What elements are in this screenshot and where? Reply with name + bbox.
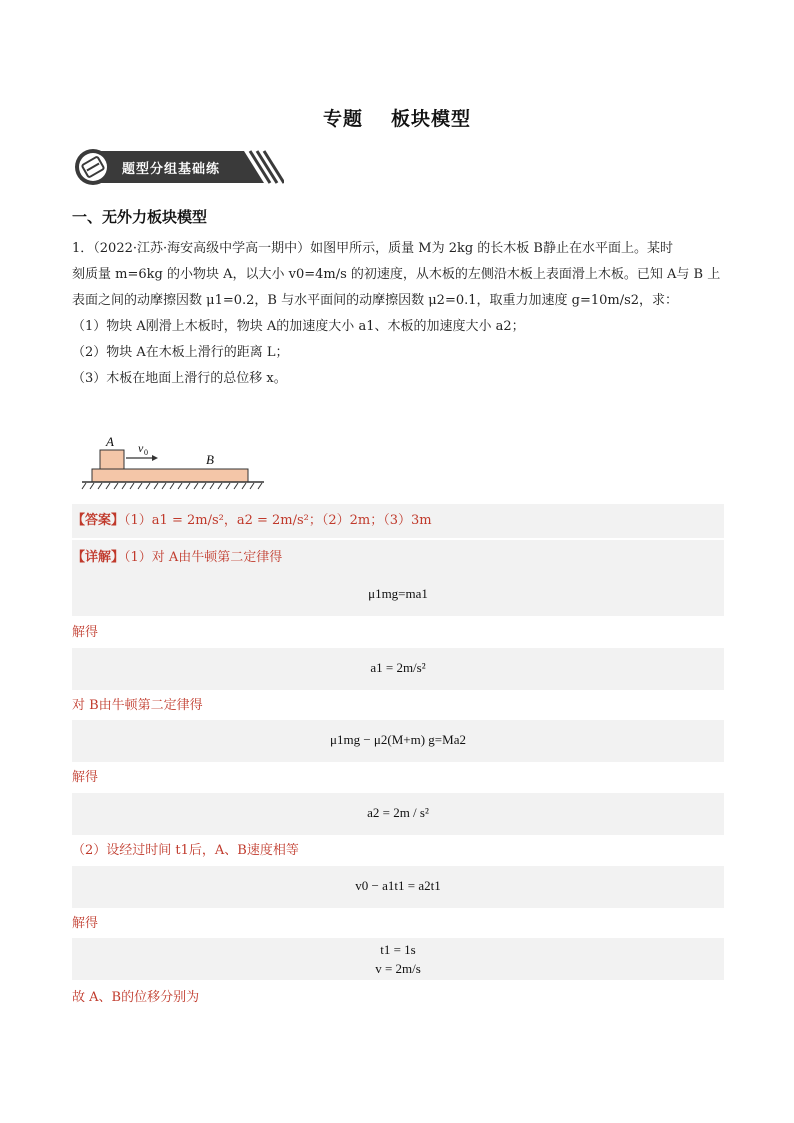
label-v: v <box>138 441 144 455</box>
problem-line-1: 1．（2022·江苏·海安高级中学高一期中）如图甲所示，质量 M为 2kg 的长木板 B静止在水平面上。某时 <box>72 241 673 256</box>
question-3: （3）木板在地面上滑行的总位移 x。 <box>72 371 287 386</box>
block-a <box>100 450 124 469</box>
solve-label-3: 解得 <box>72 916 99 931</box>
ground-hatch <box>82 483 262 489</box>
board-b <box>92 469 248 482</box>
formula-5: v0 − a1t1 = a2t1 <box>355 878 441 893</box>
problem-line-2: 刻质量 m=6kg 的小物块 A，以大小 v0=4m/s 的初速度，从木板的左侧沿木板上表面滑上木板。已知 A与 B 上 <box>72 267 721 282</box>
formula-6b: v = 2m/s <box>375 961 421 976</box>
label-b: B <box>206 452 214 467</box>
displacement-text: 故 A、B的位移分别为 <box>72 990 200 1005</box>
solve-label-1: 解得 <box>72 625 99 640</box>
answer-label: 【答案】 <box>72 513 125 528</box>
page-title: 专题 板块模型 <box>322 108 472 130</box>
solve-label-2: 解得 <box>72 770 99 785</box>
formula-4: a2 = 2m / s² <box>367 805 429 820</box>
formula-1: μ1mg=ma1 <box>368 586 428 601</box>
label-a: A <box>106 434 114 449</box>
section-heading: 一、无外力板块模型 <box>72 208 208 226</box>
detail-intro: （1）对 A由牛顿第二定律得 <box>124 550 283 565</box>
formula-6a: t1 = 1s <box>380 942 416 957</box>
question-1: （1）物块 A刚滑上木板时，物块 A的加速度大小 a1、木板的加速度大小 a2； <box>72 319 525 334</box>
on-b-text: 对 B由牛顿第二定律得 <box>72 698 203 713</box>
problem-line-3: 表面之间的动摩擦因数 μ1=0.2，B 与水平面间的动摩擦因数 μ2=0.1，取重力加速度 g=10m/s2，求： <box>72 293 679 308</box>
answer-text: （1）a1 = 2m/s²，a2 = 2m/s²；（2）2m；（3）3m <box>124 513 432 528</box>
label-v-sub: 0 <box>144 448 148 457</box>
board-block-figure <box>80 428 270 498</box>
detail-label: 【详解】 <box>72 550 125 565</box>
detail-line <box>72 545 732 571</box>
part-2-text: （2）设经过时间 t1后，A、B速度相等 <box>72 843 299 858</box>
formula-6 <box>72 940 724 978</box>
problem-text <box>72 236 732 392</box>
formula-3: μ1mg − μ2(M+m) g=Ma2 <box>330 732 466 747</box>
banner-label: 题型分组基础练 <box>122 162 221 177</box>
question-2: （2）物块 A在木板上滑行的距离 L； <box>72 345 289 360</box>
formula-2: a1 = 2m/s² <box>370 660 426 675</box>
answer-line <box>72 508 732 534</box>
